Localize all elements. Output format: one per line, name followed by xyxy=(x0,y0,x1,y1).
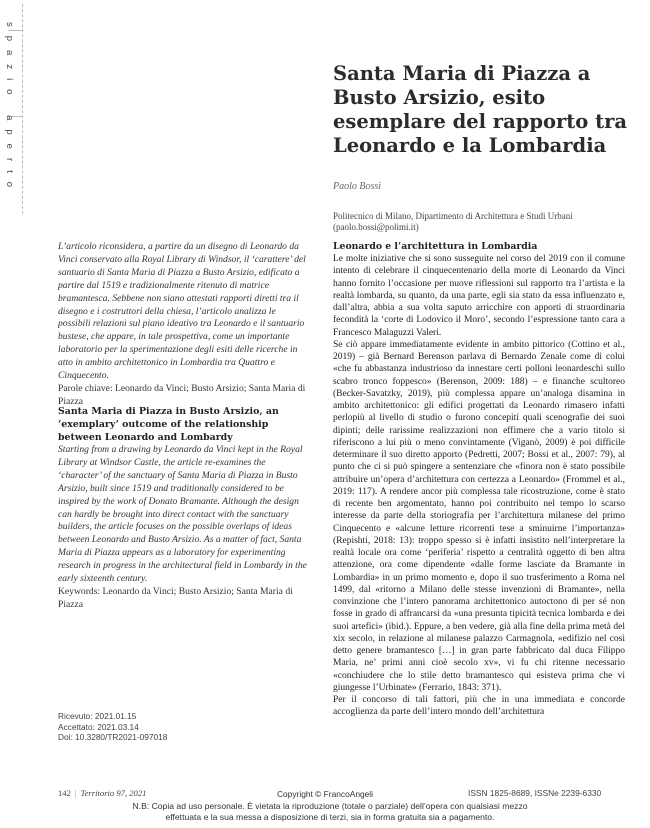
body-paragraph: Le molte iniziative che si sono susseguite nel corso del 2019 con il comune intento di celebrare il cinquecentenario della morte di Leonardo da Vinci hanno fornito l’occasione per nuove riflessioni sul rapporto tra l’artista e la realtà lombarda, su quanto, da una parte, egli sia stato da essa influenzato e, dall’altra, abbia a sua volta saputo arricchire con apporti di straordinaria fecondità la ‘corte di Lodovico il Moro’, secondo l’espressione tanto cara a Francesco Malaguzzi Valeri. xyxy=(333,254,625,338)
abstract-it-keywords: Parole chiave: Leonardo da Vinci; Busto Arsizio; Santa Maria di Piazza xyxy=(58,382,306,407)
abstract-italian xyxy=(58,241,308,409)
section-spine xyxy=(3,4,23,214)
journal-name: Territorio 97, 2021 xyxy=(80,788,147,798)
article-title: Santa Maria di Piazza a Busto Arsizio, esito esemplare del rapporto tra Leonardo e la Lombardia xyxy=(333,62,627,157)
abstract-english xyxy=(58,405,310,612)
doi[interactable]: Doi: 10.3280/TR2021-097018 xyxy=(58,732,168,742)
received-date: Ricevuto: 2021.01.15 xyxy=(58,711,137,721)
footer-separator: | xyxy=(74,788,77,798)
section-heading: Leonardo e l’architettura in Lombardia xyxy=(333,241,538,252)
article-author: Paolo Bossi xyxy=(333,181,382,192)
section-label: spazio aperto xyxy=(4,22,15,197)
abstract-it-text: L’articolo riconsidera, a partire da un disegno di Leonardo da Vinci conservato alla Royal Library di Windsor, il ‘carattere’ del santuario di Santa Maria di Piazza a Busto Arsizio, edificato a partire dal 1519 e tradizionalmente ritenuto di matrice bramantesca. Sebbene non siano attestati rapporti diretti tra il disegno e i costruttori della chiesa, l’articolo analizza le possibili relazioni sul piano ideativo tra Leonardo e il santuario bustese, che appare, in tale prospettiva, come un importante laboratorio per la sperimentazione degli esiti delle ricerche in atto in ambito architettonico in Lombardia tra Quattro e Cinquecento. xyxy=(58,241,306,382)
body-column xyxy=(333,240,625,719)
author-affiliation xyxy=(333,211,623,233)
body-paragraph: Se ciò appare immediatamente evidente in ambito pittorico (Cottino et al., 2019) – già Bernard Berenson parlava di Bernardo Zenale come di colui «che fu abbastanza industrioso da innestare certi polloni leonardeschi sullo scabro tronco foppesco» (Berenson, 2009: 188) – e finanche scultoreo (Becker-Savatzky, 2019), più complessa appare un’analoga disamina in ambito architettonico: gli edifici progettati da Leonardo rimasero infatti perlopiù al livello di studio o furono concepiti quali scenografie dei suoi dipinti; delle rarissime realizzazioni non effimere che a vario titolo si riferiscono a lui più o meno convintamente (Viganò, 2009) è poi difficile determinare il suo diretto apporto (Pedretti, 2007; Bossi et al., 2007: 79), al punto che ci si può spingere a sentenziare che «finora non è stato possibile attribuire un’opera d’architettura con certezza a Leonardo» (Frommel et al., 2019: 117). A rendere ancor più complessa tale ricostruzione, come è stato di recente ben argomentato, hanno poi contribuito nel tempo lo scarso interesse da parte della storiografia per l’architettura milanese del primo Cinquecento e «alcune letture ricorrenti tese a sminuirne l’importanza» (Repishti, 2018: 13): troppo spesso si è infatti insistito nell’interpretare la realtà locale ora come ‘periferia’ rispetto a centralità oggetto di ben altra attenzione, ora come dipendente «dalle forme lasciate da Bramante in Lombardia» in un primo momento e, dopo il suo trasferimento a Roma nel 1499, dal «ritorno a Milano delle stesse invenzioni di Bramante», nella convinzione che l’intero panorama architettonico autoctono di per sé non fosse in grado di affrancarsi da «una presunta tipicità tecnica lombarda e dei suoi artefici» (ibid.). Eppure, a ben vedere, già alla fine della prima metà del xix secolo, in relazione al milanese palazzo Carmagnola, «edifizio nel così detto genere bramantesco […] in gran parte fabbricato dal duca Filippo Maria, ne’ primi anni cioè secolo xv», vi fu chi ritenne necessario «conchiudere che lo stile detto bramantesco qui esisteva prima che vi giungesse l’Urbinate» (Ferrario, 1843: 371). xyxy=(333,339,625,693)
copyright-notice: N.B: Copia ad uso personale. È vietata la riproduzione (totale o parziale) dell’opera con qualsiasi mezzo effettuata e la sua messa a disposizione di terzi, sia in forma gratuita sia a pagamento. xyxy=(132,801,528,822)
affiliation-line: Politecnico di Milano, Dipartimento di Architettura e Studi Urbani xyxy=(333,211,573,221)
submission-info xyxy=(58,711,167,743)
issn: ISSN 1825-8689, ISSNe 2239-6330 xyxy=(468,788,602,798)
page-number: 142 xyxy=(58,788,71,798)
footer-folio xyxy=(58,788,146,798)
abstract-en-text: Starting from a drawing by Leonardo da Vinci kept in the Royal Library at Windsor Castle, the article re-examines the ‘character’ of the sanctuary of Santa Maria di Piazza in Busto Arsizio, built since 1519 and traditionally considered to be inspired by the work of Donato Bramante. Although the design can hardly be brought into direct contact with the sanctuary builders, the article focuses on the possible overlaps of ideas between Leonardo and Busto Arsizio. As a matter of fact, Santa Maria di Piazza appears as a laboratory for experimenting research in progress in the architectural field in Lombardy in the early sixteenth century. xyxy=(58,444,307,585)
copyright: Copyright © FrancoAngeli xyxy=(277,789,374,799)
accepted-date: Accettato: 2021.03.14 xyxy=(58,721,139,732)
abstract-en-keywords: Keywords: Leonardo da Vinci; Busto Arsizio; Santa Maria di Piazza xyxy=(58,585,293,610)
body-paragraph: Per il concorso di tali fattori, più che in una immediata e concorde accoglienza da parte dell’intero mondo dell’architettura xyxy=(333,695,625,718)
abstract-en-heading: Santa Maria di Piazza in Busto Arsizio, an ‘exemplary’ outcome of the relationship between Leonardo and Lombardy xyxy=(58,406,279,443)
author-email[interactable]: (paolo.bossi@polimi.it) xyxy=(333,222,419,232)
